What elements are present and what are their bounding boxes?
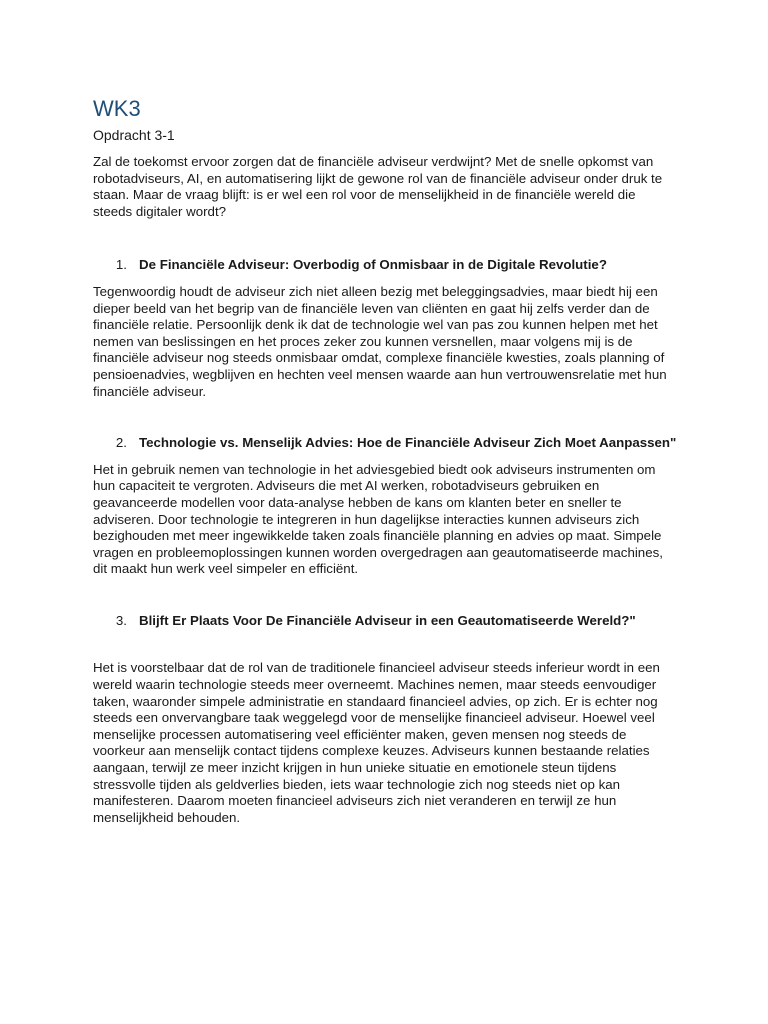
intro-paragraph: Zal de toekomst ervoor zorgen dat de financiële adviseur verdwijnt? Met de snelle opkomst van robotadviseurs, AI, en automatisering lijkt de gewone rol van de financiële adviseur onder druk te staan. Maar de vraag blijft: is er wel een rol voor de menselijkheid in de financiële wereld die steeds digitaler wordt?: [93, 154, 663, 219]
section-number: 3.: [115, 612, 127, 628]
section-body: Tegenwoordig houdt de adviseur zich niet alleen bezig met beleggingsadvies, maar biedt hij een dieper beeld van het begrip van de financiële leven van cliënten en gaat hij zelfs verder dan de financiële relatie. Persoonlijk denk ik dat de technologie wel van pas zou kunnen helpen met het nemen van beslissingen en het proces zeker zou kunnen versnellen, maar volgens mij is de financiële adviseur nog steeds onmisbaar omdat, complexe financiële kwesties, zoals planning of pensioenadvies, wegblijven en hechten veel mensen waarde aan hun vertrouwensrelatie met hun financiële adviseur.: [93, 283, 667, 399]
section-number: 1.: [115, 257, 127, 273]
section-3: [93, 613, 678, 827]
section-2: [93, 435, 678, 578]
section-heading: [93, 257, 678, 274]
section-body: Het is voorstelbaar dat de rol van de traditionele financieel adviseur steeds inferieur wordt in een wereld waarin technologie steeds meer overneemt. Machines nemen, maar steeds eenvoudiger taken, waaronder simpele administratie en standaard financieel advies, op zich. Er is echter nog steeds een onvervangbare taak weggelegd voor de menselijke financieel adviseur. Hoewel veel menselijke processen automatisering veel efficiënter maken, geven mensen nog steeds de voorkeur aan menselijk contact tijdens complexe keuzes. Adviseurs kunnen bestaande relaties aangaan, terwijl ze meer inzicht krijgen in hun unieke situatie en emotionele steun tijdens stressvolle tijden als geldverlies bieden, iets waar technologie zich nog steeds niet op kan manifesteren. Daarom moeten financieel adviseurs zich niet veranderen en terwijl ze hun menselijkheid behouden.: [93, 660, 660, 825]
section-heading: [93, 435, 678, 452]
section-heading-text: Blijft Er Plaats Voor De Financiële Adviseur in een Geautomatiseerde Wereld?": [139, 612, 636, 628]
section-heading-text: De Financiële Adviseur: Overbodig of Onmisbaar in de Digitale Revolutie?: [139, 257, 607, 273]
section-1: [93, 257, 678, 400]
document-subtitle: Opdracht 3-1: [93, 127, 175, 143]
section-body: Het in gebruik nemen van technologie in het adviesgebied biedt ook adviseurs instrumenten om hun capaciteit te vergroten. Adviseurs die met AI werken, robotadviseurs gebruiken en geavanceerde modellen voor data-analyse hebben de kans om klanten beter en sneller te adviseren. Door technologie te integreren in hun dagelijkse interacties kunnen adviseurs zich bezighouden met meer ingewikkelde taken zoals financiële planning en advies op maat. Simpele vragen en probleemoplossingen kunnen worden overgedragen aan geautomatiseerde machines, dit maakt hun werk veel simpeler en efficiënt.: [93, 461, 663, 577]
section-heading: [93, 613, 678, 630]
section-number: 2.: [115, 435, 127, 451]
document-page: [93, 96, 678, 861]
document-title: WK3: [93, 96, 141, 121]
section-heading-text: Technologie vs. Menselijk Advies: Hoe de Financiële Adviseur Zich Moet Aanpassen": [139, 435, 677, 451]
